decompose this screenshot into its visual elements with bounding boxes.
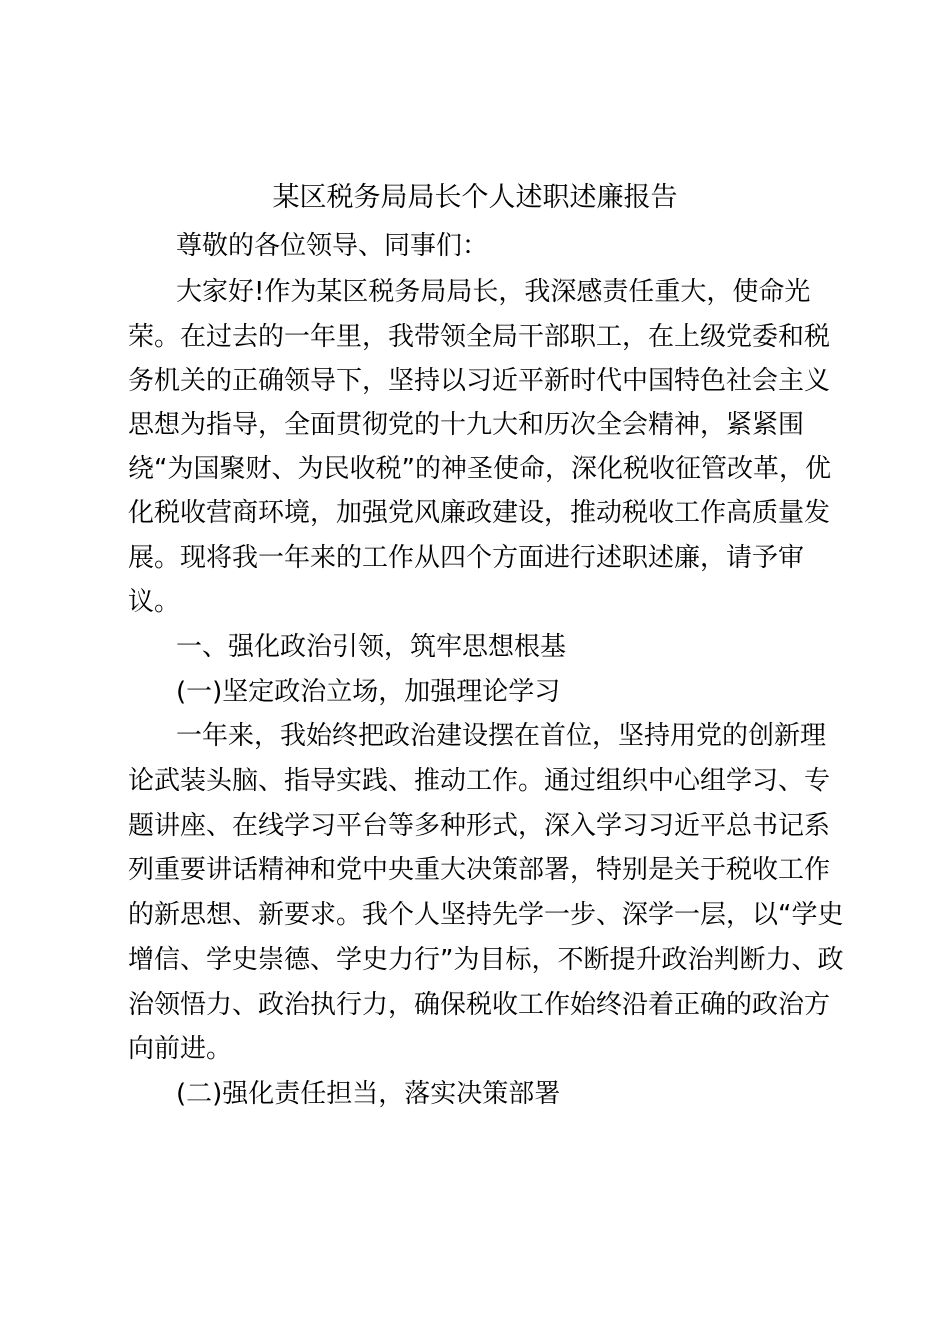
paragraph-line: 题讲座、在线学习平台等多种形式，深入学习习近平总书记系 bbox=[128, 811, 831, 841]
paragraph-line: 的新思想、新要求。我个人坚持先学一步、深学一层，以“学史 bbox=[128, 900, 844, 930]
paragraph-line: 展。现将我一年来的工作从四个方面进行述职述廉，请予审 bbox=[128, 543, 805, 573]
paragraph-line: 议。 bbox=[128, 587, 181, 617]
paragraph-line: 荣。在过去的一年里，我带领全局干部职工，在上级党委和税 bbox=[128, 322, 831, 352]
paragraph-line: 治领悟力、政治执行力，确保税收工作始终沿着正确的政治方 bbox=[128, 990, 831, 1020]
salutation: 尊敬的各位领导、同事们： bbox=[176, 231, 489, 261]
paragraph-line: 绕“为国聚财、为民收税”的神圣使命，深化税收征管改革，优 bbox=[128, 454, 831, 484]
paragraph-line: 增信、学史崇德、学史力行”为目标，不断提升政治判断力、政 bbox=[128, 945, 844, 975]
paragraph-line: 一年来，我始终把政治建设摆在首位，坚持用党的创新理 bbox=[176, 721, 827, 751]
paragraph-line: 思想为指导，全面贯彻党的十九大和历次全会精神，紧紧围 bbox=[128, 410, 805, 440]
document-title: 某区税务局局长个人述职述廉报告 bbox=[272, 182, 678, 213]
paragraph-line: 化税收营商环境，加强党风廉政建设，推动税收工作高质量发 bbox=[128, 498, 831, 528]
paragraph-line: 务机关的正确领导下，坚持以习近平新时代中国特色社会主义 bbox=[128, 366, 831, 396]
subsection-heading: (一)坚定政治立场，加强理论学习 bbox=[176, 677, 561, 707]
paragraph-line: 向前进。 bbox=[128, 1034, 233, 1064]
subsection-heading: (二)强化责任担当，落实决策部署 bbox=[176, 1079, 561, 1109]
paragraph-line: 论武装头脑、指导实践、推动工作。通过组织中心组学习、专 bbox=[128, 766, 831, 796]
section-heading: 一、强化政治引领，筑牢思想根基 bbox=[176, 632, 567, 662]
paragraph-line: 大家好!作为某区税务局局长，我深感责任重大，使命光 bbox=[176, 277, 811, 307]
paragraph-line: 列重要讲话精神和党中央重大决策部署，特别是关于税收工作 bbox=[128, 855, 831, 885]
